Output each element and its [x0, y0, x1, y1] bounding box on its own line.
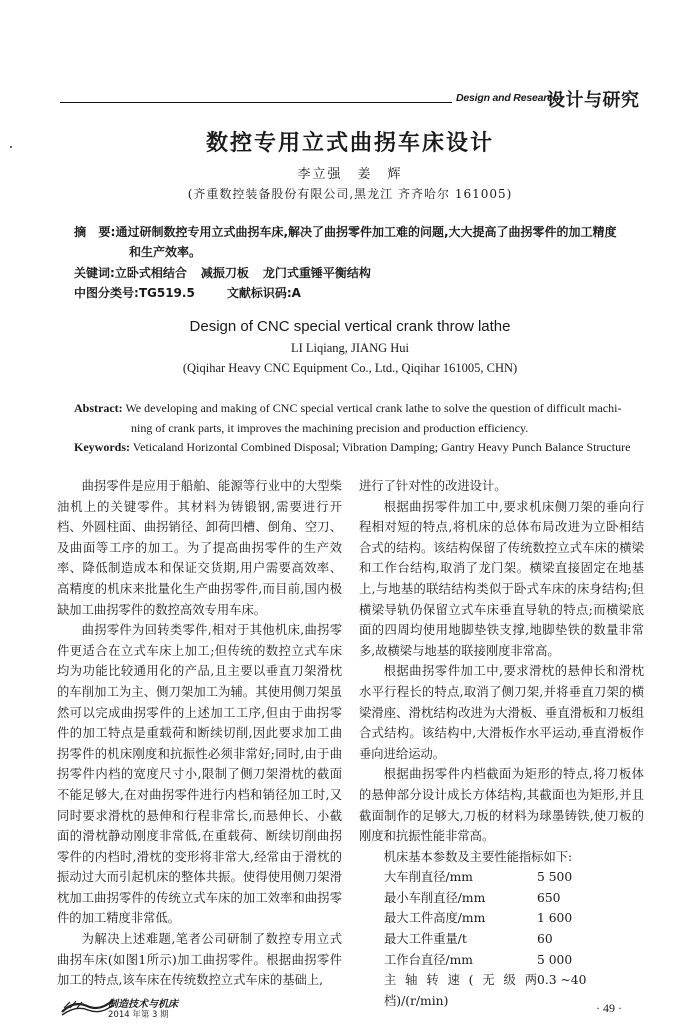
- parameter-row: [359, 888, 644, 909]
- parameter-value: 5 500: [537, 870, 573, 885]
- parameter-row: [359, 908, 644, 929]
- parameter-name: 最大工件高度/mm: [384, 911, 486, 926]
- parameter-value: 1 600: [537, 911, 573, 926]
- body-paragraph: 根据曲拐零件内档截面为矩形的特点,将刀板体的悬伸部分设计成长方体结构,其截面也为矩形,并且截面制作的足够大,刀板的材料为球墨铸铁,使刀板的刚度和抗振性能非常高。: [359, 767, 644, 844]
- keywords-cn-label: 关键词:: [74, 266, 115, 280]
- paper-title-en: Design of CNC special vertical crank throw lathe: [189, 318, 511, 335]
- keyword-item: 龙门式重锤平衡结构: [262, 266, 371, 280]
- section-label-cn: 设计与研究: [547, 90, 640, 111]
- parameter-name: 最大工件重量/t: [384, 932, 467, 947]
- parameter-name: 工作台直径/mm: [384, 952, 473, 967]
- body-column-left: [57, 476, 342, 991]
- abstract-cn: [74, 222, 646, 262]
- abstract-en-line2: ning of crank parts, it improves the machining precision and production efficiency.: [131, 421, 529, 435]
- doc-code-value: A: [291, 286, 301, 300]
- classification: [74, 283, 646, 303]
- parameter-row: [359, 867, 644, 888]
- doc-code-label: 文献标识码:: [226, 286, 292, 300]
- keywords-cn: [74, 263, 646, 283]
- keywords-en-label: Keywords:: [74, 440, 130, 454]
- keyword-item: 减振刀板: [200, 266, 249, 280]
- abstract-en-line1: We developing and making of CNC special vertical crank lathe to solve the question of difficult machi-: [122, 401, 622, 415]
- parameter-name: 主轴转速(无级两档)/(r/min): [384, 973, 537, 1008]
- body-paragraph: 为解决上述难题,笔者公司研制了数控专用立式曲拐车床(如图1所示)加工曲拐零件。根据曲拐零件加工的特点,该车床在传统数控立式车床的基础上,: [57, 932, 342, 988]
- abstract-cn-line2: 和生产效率。: [129, 245, 202, 259]
- body-paragraph: 根据曲拐零件加工中,要求机床侧刀架的垂向行程相对短的特点,将机床的总体布局改进为立卧相结合式的结构。该结构保留了传统数控立式车床的横梁和工作台结构,取消了龙门架。横梁直接固定在地基上,与地基的联结结构类似于卧式车床的床身结构;但横梁导轨仍保留立式车床垂直导轨的特点;而横梁底面的四周均使用地脚垫铁支撑,地脚垫铁的数量非常多,故横梁与地基的联接刚度非常高。: [359, 499, 644, 658]
- parameter-value: 5 000: [537, 952, 573, 967]
- affiliation-en: (Qiqihar Heavy CNC Equipment Co., Ltd., Qiqihar 161005, CHN): [182, 361, 518, 375]
- keyword-item: 立卧式相结合: [114, 266, 187, 280]
- keywords-en: [74, 440, 646, 455]
- abstract-cn-line1: 通过研制数控专用立式曲拐车床,解决了曲拐零件加工难的问题,大大提高了曲拐零件的加工精度: [115, 225, 617, 239]
- affiliation-cn: (齐重数控装备股份有限公司,黑龙江 齐齐哈尔 161005): [187, 187, 513, 201]
- parameter-value: 60: [537, 932, 553, 947]
- body-paragraph: 曲拐零件为回转类零件,相对于其他机床,曲拐零件更适合在立式车床上加工;但传统的数控立式车床均为功能比较通用化的产品,且主要以垂直刀架滑枕的车削加工为主、侧刀架加工为辅。其使用侧刀架虽然可以完成曲拐零件的上述加工工序,但由于曲拐零件的加工特点是重载荷和断续切削,因此要求加工曲拐零件的机床刚度和抗振性必须非常好;同时,由于曲拐零件内档的宽度尺寸小,限制了侧刀架滑枕的截面不能足够大,在对曲拐零件进行内档和销径加工时,又同时要求滑枕的悬伸和行程非常长,而悬伸长、小截面的滑枕静动刚度非常低,在重载荷、断续切削曲拐零件的内档时,滑枕的变形将非常大,经常由于滑枕的振动过大而引起机床的整体共振。使得使用侧刀架滑枕加工曲拐零件的传统立式车床的加工效率和曲拐零件的加工精度非常低。: [57, 623, 342, 926]
- parameter-row: [359, 950, 644, 971]
- parameter-value: 0.3 ~40: [537, 973, 587, 988]
- parameter-value: 650: [537, 890, 561, 905]
- journal-name: 制造技术与机床: [108, 999, 178, 1010]
- header-rule: [60, 102, 452, 103]
- body-paragraph: 机床基本参数及主要性能指标如下:: [383, 849, 573, 864]
- parameter-name: 大车削直径/mm: [384, 870, 473, 885]
- section-label-en: Design and Research: [456, 92, 559, 104]
- authors-cn: 李立强 姜 辉: [297, 167, 403, 182]
- abstract-en: [74, 398, 646, 438]
- clc-value: TG519.5: [138, 286, 195, 300]
- abstract-cn-label: 摘 要:: [74, 225, 116, 239]
- paper-title: 数控专用立式曲拐车床设计: [205, 131, 494, 156]
- journal-logo-icon: [60, 996, 115, 1016]
- parameter-name: 最小车削直径/mm: [384, 890, 486, 905]
- body-paragraph: 曲拐零件是应用于船舶、能源等行业中的大型柴油机上的关键零件。其材料为铸锻钢,需要进行开档、外圆柱面、曲拐销径、卸荷凹槽、倒角、空刀、及曲面等工序的加工。为了提高曲拐零件的生产效率、降低制造成本和保证交货期,用户需要高效率、高精度的机床来批量化生产曲拐零件,而目前,国内极缺加工曲拐零件的数控高效专用车床。: [57, 479, 342, 617]
- parameter-row: [359, 929, 644, 950]
- body-paragraph: 根据曲拐零件加工中,要求滑枕的悬伸长和滑枕水平行程长的特点,取消了侧刀架,并将垂直刀架的横梁滑座、滑枕结构改进为大滑板、垂直滑板和刀板组合式结构。该结构中,大滑板作水平运动,垂直滑板作垂向进给运动。: [359, 664, 644, 761]
- authors-en: LI Liqiang, JIANG Hui: [290, 341, 410, 355]
- page-number: · 49 ·: [596, 1001, 622, 1015]
- keywords-en-text: Veticaland Horizontal Combined Disposal; Vibration Damping; Gantry Heavy Punch Balance Structure: [130, 440, 631, 454]
- body-paragraph: 进行了针对性的改进设计。: [359, 479, 507, 493]
- abstract-en-label: Abstract:: [74, 401, 123, 415]
- clc-label: 中图分类号:: [74, 286, 139, 300]
- journal-issue: 2014 年第 3 期: [108, 1010, 169, 1020]
